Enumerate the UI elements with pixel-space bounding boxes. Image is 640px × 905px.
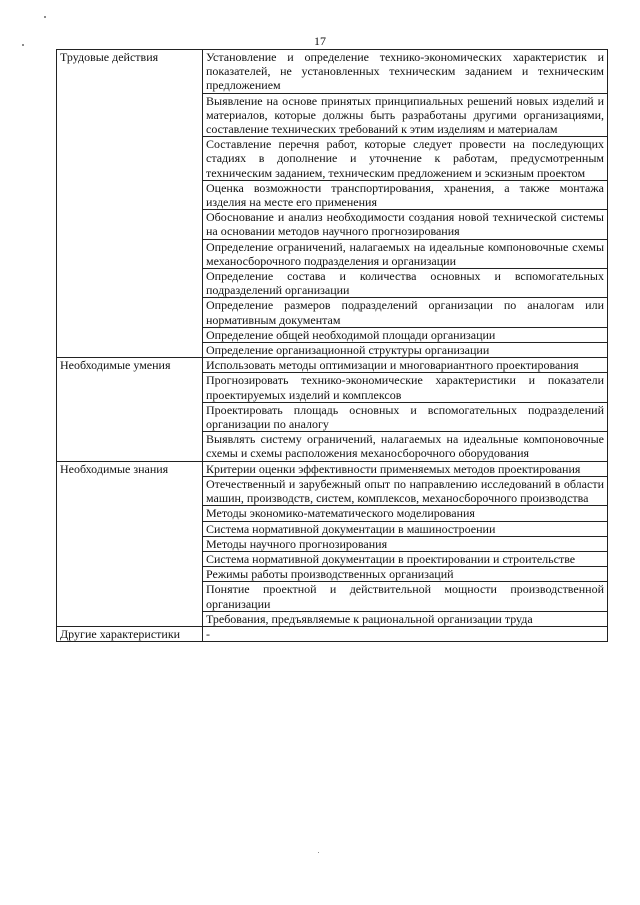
scan-speck: [44, 16, 46, 18]
list-item: Определение общей необходимой площади организации: [203, 327, 608, 342]
list-item: Определение ограничений, налагаемых на идеальные компоновочные схемы механосборочного подразделения и организации: [203, 239, 608, 268]
scan-speck: [22, 44, 24, 46]
table-row: [57, 358, 608, 373]
list-item: Определение состава и количества основных и вспомогательных подразделений организации: [203, 269, 608, 298]
list-item: Прогнозировать технико-экономические характеристики и показатели проектируемых изделий и комплексов: [203, 373, 608, 402]
list-item: Оценка возможности транспортирования, хранения, а также монтажа изделия на месте его применения: [203, 180, 608, 209]
list-item: -: [203, 626, 608, 641]
list-item: Режимы работы производственных организаций: [203, 567, 608, 582]
section-label-required-knowledge: Необходимые знания: [57, 461, 203, 626]
list-item: Обоснование и анализ необходимости создания новой технической системы на основании методов научного прогнозирования: [203, 210, 608, 239]
list-item: Составление перечня работ, которые следует провести на последующих стадиях в дополнение и уточнение к работам, предусмотренным техническим заданием, техническим предложением и эскизным проектом: [203, 137, 608, 181]
list-item: Методы экономико-математического моделирования: [203, 506, 608, 521]
list-item: Установление и определение технико-экономических характеристик и показателей, не установленных техническим заданием и техническим предложением: [203, 50, 608, 94]
section-label-labor-actions: Трудовые действия: [57, 50, 203, 358]
scan-speck: [318, 852, 319, 853]
list-item: Требования, предъявляемые к рациональной организации труда: [203, 611, 608, 626]
list-item: Методы научного прогнозирования: [203, 536, 608, 551]
list-item: Система нормативной документации в машиностроении: [203, 521, 608, 536]
table-row: [57, 50, 608, 94]
table-row: [57, 461, 608, 476]
list-item: Понятие проектной и действительной мощности производственной организации: [203, 582, 608, 611]
characteristics-table: [56, 49, 608, 642]
list-item: Определение организационной структуры организации: [203, 343, 608, 358]
list-item: Использовать методы оптимизации и многовариантного проектирования: [203, 358, 608, 373]
list-item: Выявлять систему ограничений, налагаемых на идеальные компоновочные схемы и схемы расположения механосборочного оборудования: [203, 432, 608, 461]
list-item: Критерии оценки эффективности применяемых методов проектирования: [203, 461, 608, 476]
list-item: Система нормативной документации в проектировании и строительстве: [203, 551, 608, 566]
list-item: Отечественный и зарубежный опыт по направлению исследований в области машин, производств, систем, комплексов, механосборочного производства: [203, 476, 608, 505]
table-row: [57, 626, 608, 641]
list-item: Определение размеров подразделений организации по аналогам или нормативным документам: [203, 298, 608, 327]
section-label-other-characteristics: Другие характеристики: [57, 626, 203, 641]
list-item: Выявление на основе принятых принципиальных решений новых изделий и материалов, которые должны быть разработаны другими организациями, составление технических требований к этим изделиям и материалам: [203, 93, 608, 137]
page-number: 17: [314, 34, 326, 48]
section-label-required-skills: Необходимые умения: [57, 358, 203, 461]
list-item: Проектировать площадь основных и вспомогательных подразделений организации по аналогу: [203, 402, 608, 431]
